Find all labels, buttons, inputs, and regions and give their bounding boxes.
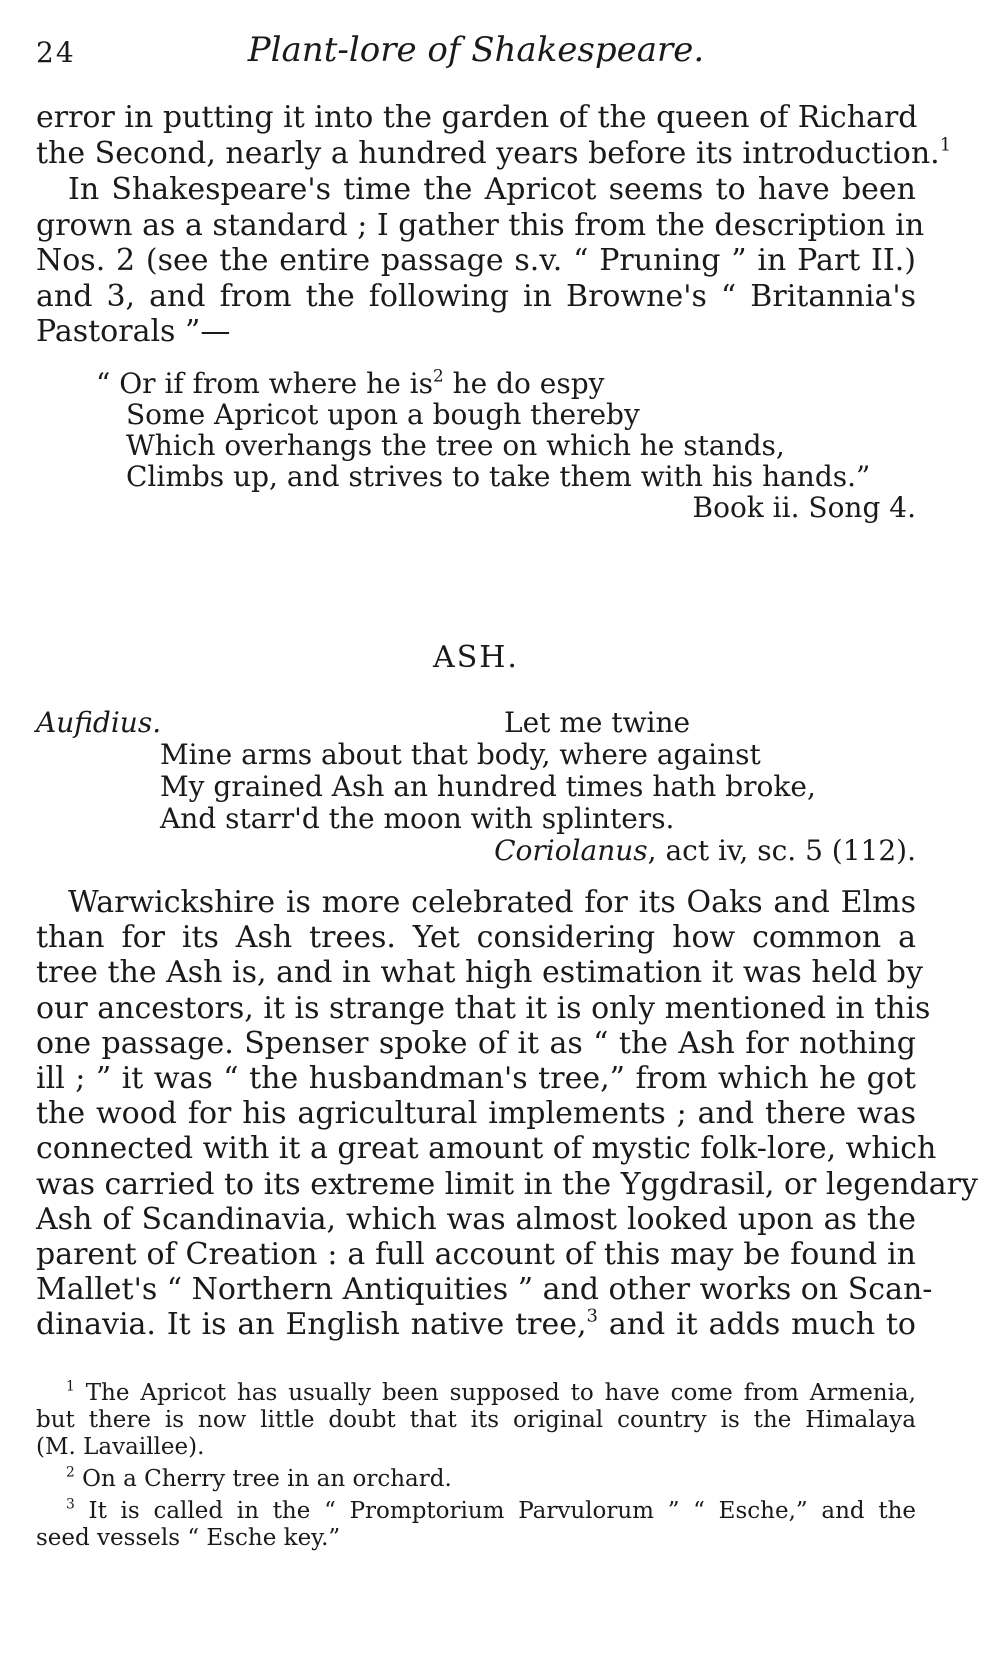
- footnote-ref: 3: [586, 1305, 598, 1327]
- footnote-line: $^1$ The Apricot has usually been supposed to have come from Armenia,: [66, 1378, 916, 1406]
- text-line: grown as a standard ; I gather this from the description in: [36, 207, 925, 243]
- quote-line: Mine arms about that body, where against: [160, 738, 761, 771]
- footnote-marker: 2: [66, 1464, 75, 1481]
- footnote-ref: 1: [939, 133, 952, 155]
- text-line: Warwickshire is more celebrated for its Oaks and Elms: [68, 885, 916, 920]
- text-line: and 3, and from the following in Browne's “ Britannia's: [36, 278, 916, 314]
- footnote-line: (M. Lavaillee).: [36, 1434, 205, 1460]
- footnote-marker: 1: [66, 1378, 75, 1395]
- verse-line: “ Or if from where he $is^2$ he do espy: [96, 365, 605, 400]
- footnote-1: [36, 1380, 916, 1461]
- verse-line: Some Apricot upon a bough thereby: [126, 398, 640, 431]
- text-line: was carried to its extreme limit in the Yggdrasil, or legendary: [36, 1166, 978, 1202]
- text-line: ill ; ” it was “ the husbandman's tree,” from which he got: [36, 1061, 916, 1097]
- footnote-line: seed vessels “ Esche key.”: [36, 1525, 341, 1551]
- play-quotation: [36, 707, 916, 867]
- text-line: Mallet's “ Northern Antiquities ” and other works on Scan-: [36, 1272, 933, 1308]
- footnote-line: $^2$ On a Cherry tree in an orchard.: [66, 1464, 452, 1492]
- footnote-line: $^3$ It is called in the “ Promptorium Parvulorum ” “ Esche,” and the: [66, 1496, 916, 1524]
- text-line: dinavia. It is an English native tree,$^3$ and it adds much to: [36, 1305, 916, 1343]
- running-head: [36, 30, 916, 80]
- text-line: the wood for his agricultural implements ; and there was: [36, 1096, 916, 1132]
- book-page: [36, 0, 978, 1653]
- text-line: the Second, nearly a hundred years before its introduction.$^1$: [36, 133, 952, 171]
- quote-line: Let me twine: [504, 706, 691, 739]
- quote-citation: Coriolanus, act iv, sc. 5 (112).: [494, 834, 916, 867]
- speaker-name: Aufidius.: [36, 706, 162, 739]
- footnote-2: [36, 1466, 916, 1493]
- running-title: Plant-lore of Shakespeare.: [247, 30, 705, 70]
- verse-quotation: [96, 365, 916, 524]
- page-number: 24: [36, 36, 76, 69]
- text-line: one passage. Spenser spoke of it as “ the Ash for nothing: [36, 1025, 916, 1061]
- footnote-marker: 3: [66, 1496, 75, 1513]
- text-line: Ash of Scandinavia, which was almost looked upon as the: [36, 1201, 916, 1237]
- footnote-ref: 2: [432, 365, 444, 386]
- paragraph-ash: [36, 885, 978, 1343]
- footnotes: [36, 1380, 916, 1557]
- text-line: connected with it a great amount of mystic folk-lore, which: [36, 1131, 937, 1167]
- section-heading: ASH.: [433, 640, 519, 675]
- text-line: In Shakespeare's time the Apricot seems to have been: [68, 172, 916, 207]
- footnote-3: [36, 1498, 916, 1552]
- verse-source: Book ii. Song 4.: [692, 491, 916, 524]
- text-line: than for its Ash trees. Yet considering how common a: [36, 920, 916, 956]
- text-line: tree the Ash is, and in what high estimation it was held by: [36, 955, 923, 991]
- paragraph-apricot-continued: [36, 100, 952, 171]
- text-line: our ancestors, it is strange that it is only mentioned in this: [36, 990, 931, 1026]
- quote-line: And starr'd the moon with splinters.: [160, 802, 675, 835]
- verse-line: Which overhangs the tree on which he stands,: [126, 429, 785, 462]
- text-line: parent of Creation : a full account of this may be found in: [36, 1237, 916, 1273]
- text-line: Nos. 2 (see the entire passage s.v. “ Pruning ” in Part II.): [36, 243, 916, 278]
- footnote-line: but there is now little doubt that its original country is the Himalaya: [36, 1407, 916, 1433]
- quote-line: My grained Ash an hundred times hath broke,: [160, 770, 816, 803]
- text-line: Pastorals ”—: [36, 314, 231, 349]
- verse-line: Climbs up, and strives to take them with his hands.”: [126, 460, 871, 493]
- paragraph-apricot-standard: [36, 172, 925, 350]
- text-line: error in putting it into the garden of the queen of Richard: [36, 100, 918, 135]
